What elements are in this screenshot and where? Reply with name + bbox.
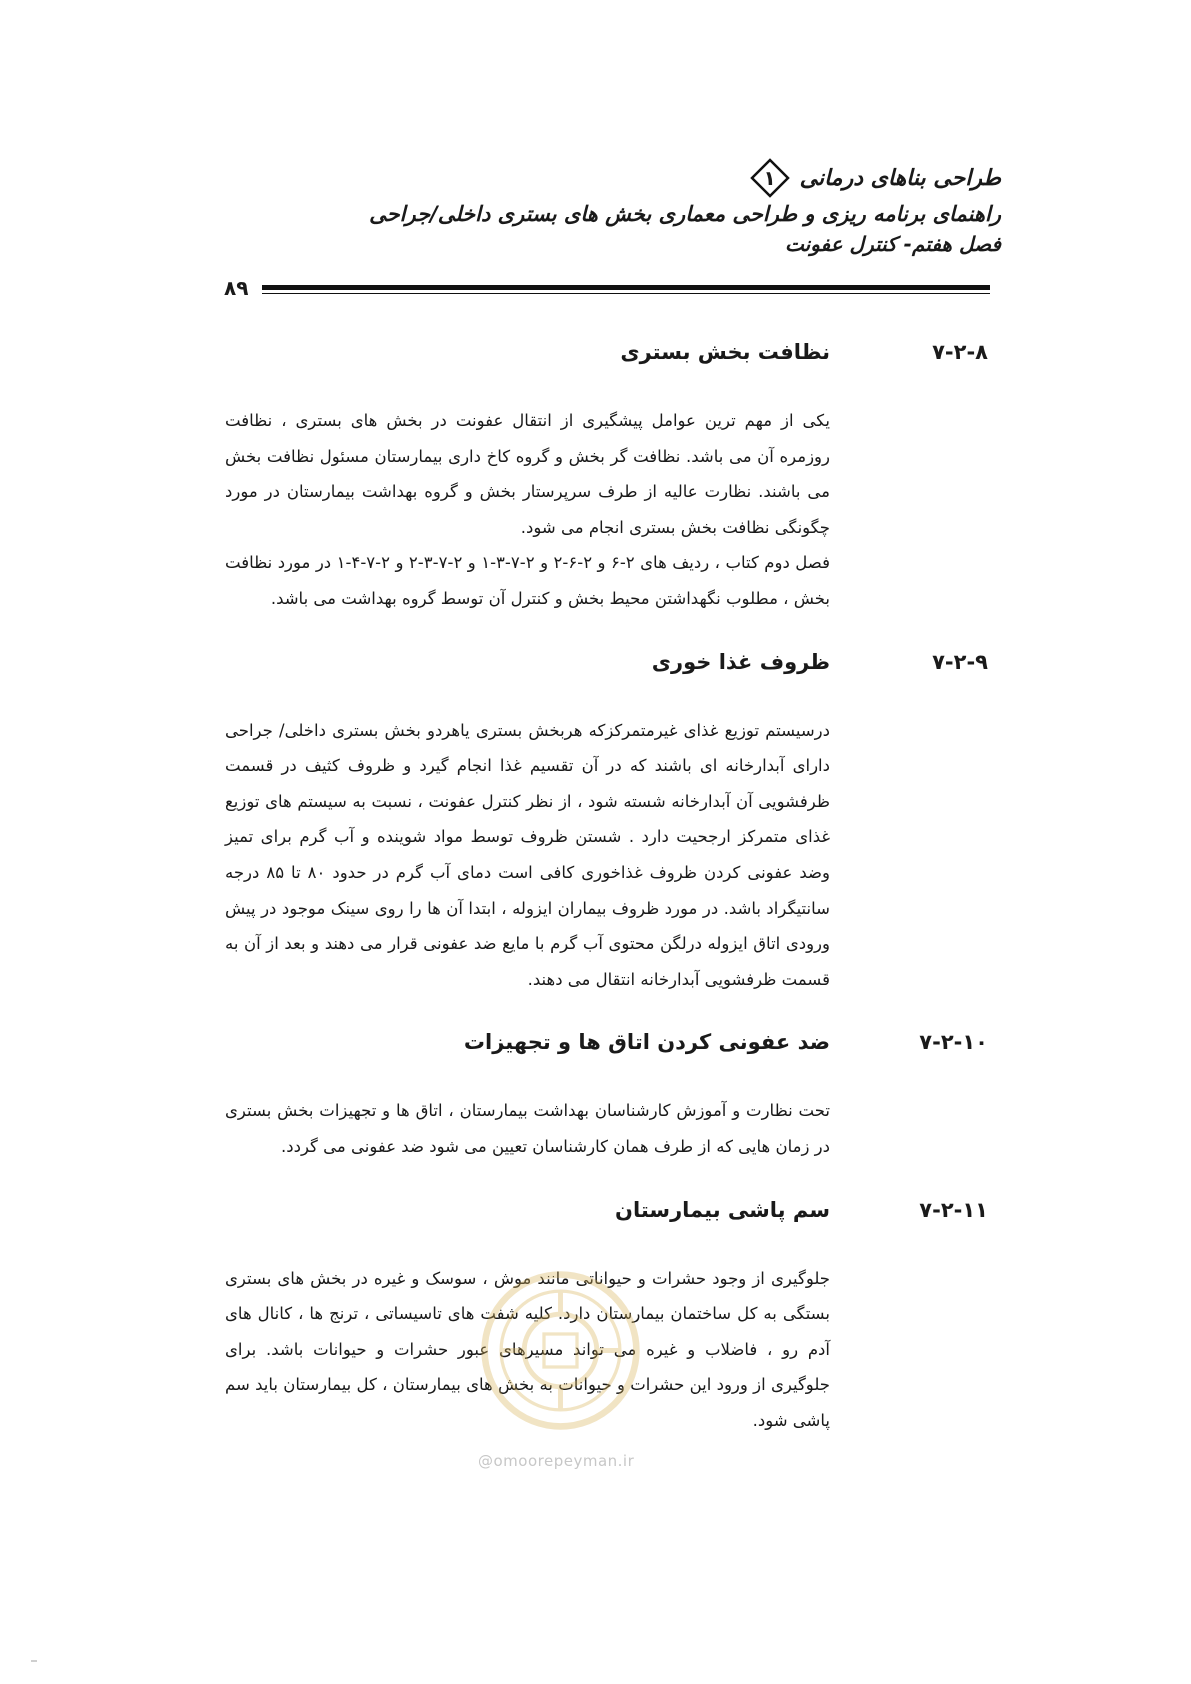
chapter-title: فصل هفتم- کنترل عفونت	[785, 232, 1001, 256]
section-title: نظافت بخش بستری	[620, 340, 830, 364]
paragraph: جلوگیری از وجود حشرات و حیواناتی مانند موش ، سوسک و غیره در بخش های بستری بستگی به کل ساختمان بیمارستان دارد. کلیه شفت های تاسیساتی ، ترنج ها ، کانال های آدم رو ، فاضلاب و غیره می تواند مسیرهای عبور حشرات و حیوانات باشد. برای جلوگیری از ورود این حشرات و حیوانات به بخش های بیمارستان ، کل بیمارستان باید سم پاشی شود.	[225, 1268, 830, 1430]
series-title-line	[201, 158, 1001, 198]
watermark-url: @omoorepeyman.ir	[478, 1452, 635, 1470]
series-title: طراحی بناهای درمانی	[799, 165, 1001, 191]
section-title: ظروف غذا خوری	[651, 649, 830, 674]
section-heading	[225, 1030, 988, 1070]
series-number-badge	[750, 158, 790, 198]
book-title: راهنمای برنامه ریزی و طراحی معماری بخش های بستری داخلی/جراحی	[369, 202, 1001, 226]
section-heading	[225, 1197, 988, 1238]
section-title: سم پاشی بیمارستان	[615, 1197, 830, 1222]
watermark-seal-icon	[478, 1268, 643, 1433]
section-number: ۷-۲-۸	[932, 340, 988, 364]
paragraph: فصل دوم کتاب ، ردیف های ۲-۶ و ۲-۶-۲ و ۲-۷-۳-۱ و ۲-۷-۳-۲ و ۲-۷-۴-۱ در مورد نظافت بخش ، مطلوب نگهداشتن محیط بخش و کنترل آن توسط گروه بهداشت می باشد.	[225, 553, 830, 608]
paragraph: یکی از مهم ترین عوامل پیشگیری از انتقال عفونت در بخش های بستری ، نظافت روزمره آن می باشد. نظافت گر بخش و گروه کاخ داری بیمارستان مسئول نظافت بخش می باشند. نظارت عالیه از طرف سرپرستار بخش و گروه بهداشت بیمارستان در مورد چگونگی نظافت بخش بستری انجام می شود.	[225, 411, 830, 537]
page-number: ۸۹	[224, 276, 249, 300]
header-rule	[262, 285, 990, 294]
section-number: ۷-۲-۱۰	[919, 1030, 988, 1055]
section-number: ۷-۲-۱۱	[919, 1197, 988, 1222]
running-header	[201, 158, 1001, 256]
section-title: ضد عفونی کردن اتاق ها و تجهیزات	[463, 1030, 830, 1055]
paragraph: تحت نظارت و آموزش کارشناسان بهداشت بیمارستان ، اتاق ها و تجهیزات بخش بستری در زمان هایی که از طرف همان کارشناسان تعیین می شود ضد عفونی می گردد.	[225, 1101, 830, 1156]
section-heading	[225, 649, 988, 690]
paragraph: درسیستم توزیع غذای غیرمتمرکزکه هربخش بستری یاهردو بخش بستری داخلی/ جراحی دارای آبدارخانه ای باشند که در آن تقسیم غذا انجام گیرد و ظروف کثیف در قسمت ظرفشویی آن آبدارخانه شسته شود ، از نظر کنترل عفونت ، نسبت به سیستم های توزیع غذای متمرکز ارجحیت دارد . شستن ظروف توسط مواد شوینده و آب گرم برای تمیز وضد عفونی کردن ظروف غذاخوری کافی است دمای آب گرم در حدود ۸۰ تا ۸۵ درجه سانتیگراد باشد. در مورد ظروف بیماران ایزوله ، ابتدا آن ها را روی سینک موجود در پیش ورودی اتاق ایزوله درلگن محتوی آب گرم با مایع ضد عفونی قرار می دهند و بعد از آن به قسمت ظرفشویی آبدارخانه انتقال می دهند.	[225, 720, 831, 989]
section-number: ۷-۲-۹	[932, 649, 988, 674]
scan-mark	[31, 1660, 37, 1662]
section-heading	[225, 340, 988, 380]
series-number: ۱	[763, 166, 776, 190]
